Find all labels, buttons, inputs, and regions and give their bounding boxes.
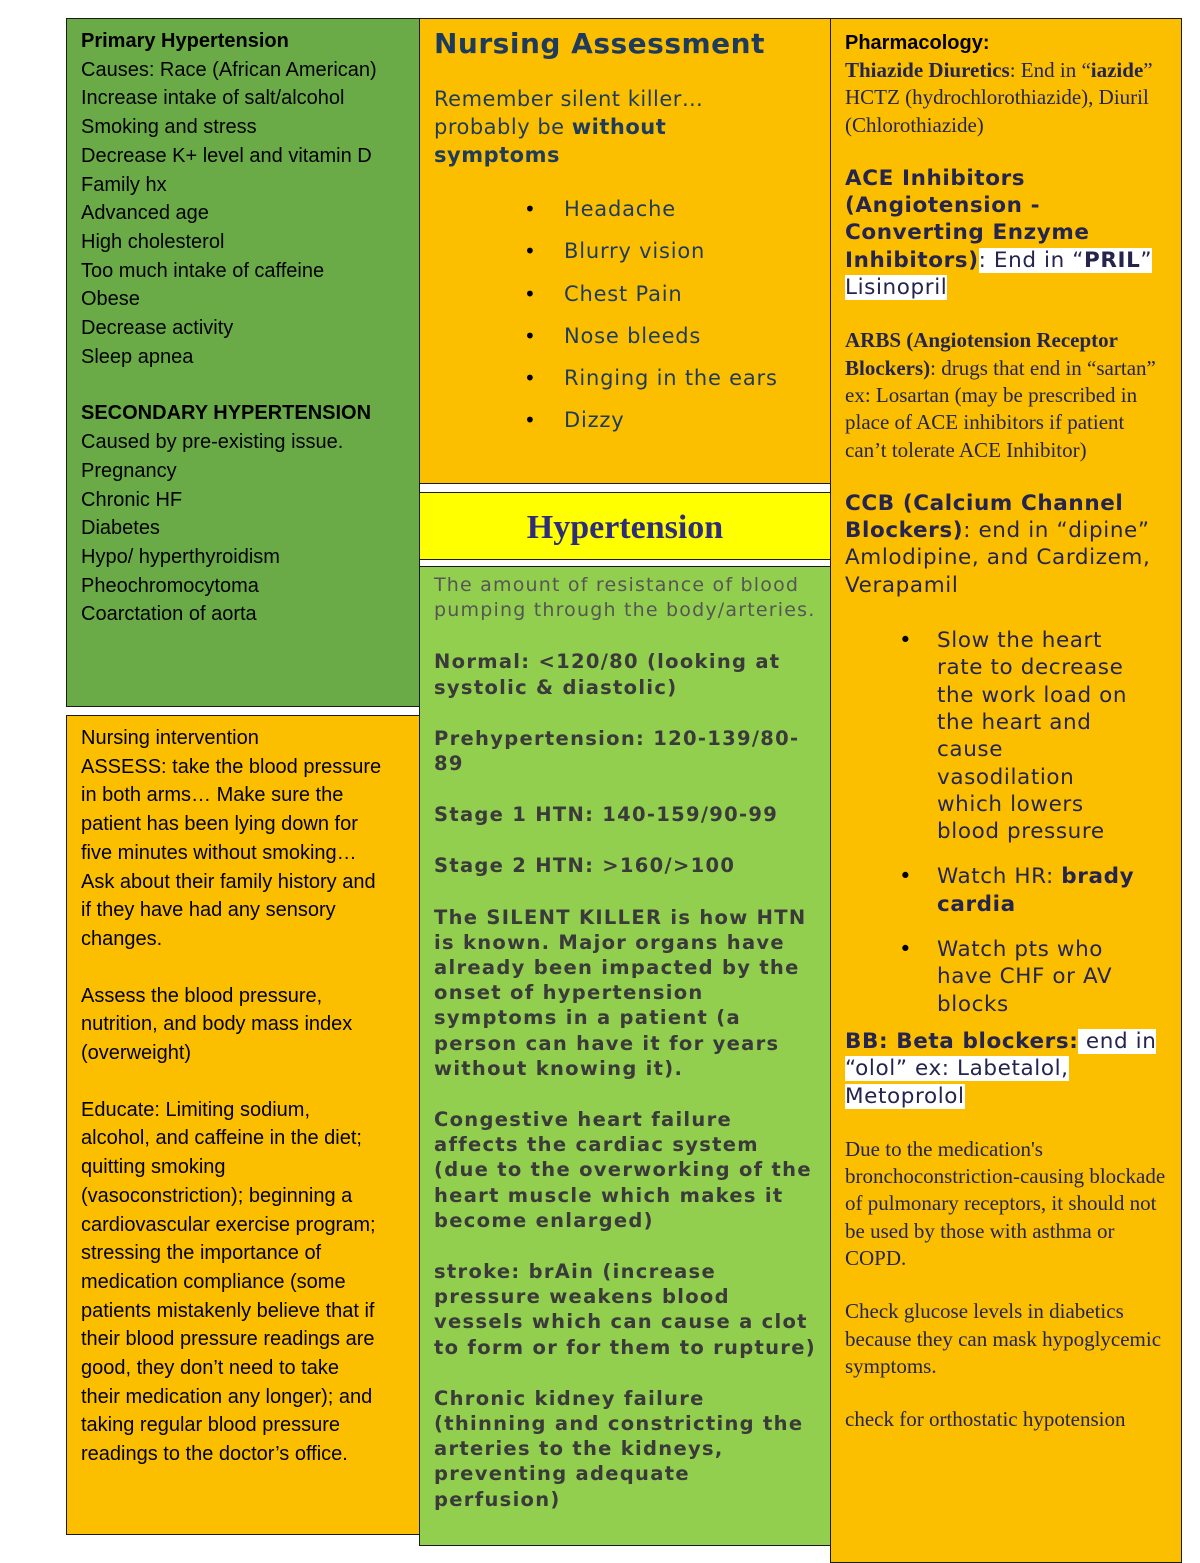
ace-drug: Lisinopril <box>845 275 948 301</box>
nursing-intervention-text <box>81 724 411 1469</box>
thiazide-text: : End in “ <box>1009 58 1091 82</box>
silent-killer-text: The SILENT KILLER is how HTN is known. Major organs have already been impacted by the onset of hypertension symptoms in a patient (a person can have it for years without knowing it). <box>434 905 807 1080</box>
pharmacology-text <box>845 29 1171 1433</box>
bp-prehypertension: Prehypertension: 120-139/80-89 <box>434 726 800 776</box>
secondary-line: Caused by pre-existing issue. <box>81 431 344 454</box>
ckd-text: Chronic kidney failure (thinning and constricting the arteries to the kidneys, preventing adequate perfusion) <box>434 1386 804 1511</box>
primary-line: Too much intake of caffeine <box>81 259 325 282</box>
primary-line: Decrease K+ level and vitamin D <box>81 144 372 167</box>
pharm-title: Pharmacology: <box>845 32 990 54</box>
chf-text: Congestive heart failure affects the cardiac system (due to the overworking of the heart muscle which makes it become enlarged) <box>434 1108 812 1232</box>
primary-line: Obese <box>81 288 140 311</box>
ccb-block <box>845 490 1171 599</box>
educate-line: medication compliance (some <box>81 1270 346 1293</box>
secondary-line: Hypo/ hyperthyroidism <box>81 545 280 568</box>
thiazide-block <box>845 57 1171 139</box>
intervention-line: ASSESS: take the blood pressure <box>81 755 382 778</box>
educate-line: stressing the importance of <box>81 1242 322 1265</box>
symptom-item: • Chest Pain <box>524 280 778 322</box>
arbs-block <box>845 327 1171 463</box>
secondary-line: Pregnancy <box>81 459 177 482</box>
orthostatic-note: check for orthostatic hypotension <box>845 1407 1126 1432</box>
intervention-line: patient has been lying down for <box>81 813 358 836</box>
primary-line: Sleep apnea <box>81 345 194 368</box>
bb-block <box>845 1028 1171 1110</box>
primary-title: Primary Hypertension <box>81 30 289 52</box>
definition-intro: The amount of resistance of blood pumping through the body/arteries. <box>434 574 816 622</box>
symptom-list <box>524 195 778 449</box>
thiazide-suffix: iazide <box>1090 58 1144 82</box>
ccb-bullet <box>937 863 1147 918</box>
educate-line: patients mistakenly believe that if <box>81 1299 375 1322</box>
primary-line: Decrease activity <box>81 317 234 340</box>
intervention-line: changes. <box>81 927 163 950</box>
educate-line: their medication any longer); and <box>81 1385 373 1408</box>
primary-line: Family hx <box>81 173 167 196</box>
ccb-bullet-list <box>937 627 1147 1018</box>
thiazide-heading: Thiazide Diuretics <box>845 58 1010 82</box>
intervention-line: if they have had any sensory <box>81 899 336 922</box>
assessment-title: Nursing Assessment <box>434 27 765 60</box>
ace-text: : End in “ <box>978 247 1084 273</box>
primary-hypertension-panel <box>66 18 420 707</box>
ccb-bullet-bold: bradycardia <box>937 864 1135 917</box>
definition-panel <box>419 566 831 1546</box>
symptom-item: • Dizzy <box>524 406 778 448</box>
secondary-title: SECONDARY HYPERTENSION <box>81 402 372 425</box>
educate-line: cardiovascular exercise program; <box>81 1213 376 1236</box>
primary-line: Smoking and stress <box>81 116 257 139</box>
bb-text: end in “olol” ex: Labetalol, Metoprolol <box>845 1028 1157 1109</box>
primary-hypertension-text <box>81 27 411 629</box>
assess-line: nutrition, and body mass index <box>81 1013 353 1036</box>
educate-line: (vasoconstriction); beginning a <box>81 1184 353 1207</box>
symptom-item: • Headache <box>524 195 778 237</box>
bp-stage2: Stage 2 HTN: >160/>100 <box>434 854 736 878</box>
assessment-intro-text: Remember silent killer… probably be <box>434 87 704 139</box>
pharmacology-panel <box>830 18 1182 1563</box>
ccb-text: : end in “dipine” Amlodipine, and Cardizem, Verapamil <box>845 518 1151 598</box>
hypertension-title: Hypertension <box>526 509 724 546</box>
educate-line: good, they don’t need to take <box>81 1357 339 1380</box>
bp-stage1: Stage 1 HTN: 140-159/90-99 <box>434 803 779 827</box>
ccb-heading: CCB (Calcium Channel Blockers) <box>845 490 1124 544</box>
secondary-line: Diabetes <box>81 517 160 540</box>
assessment-intro <box>434 85 764 169</box>
symptom-item: • Ringing in the ears <box>524 364 778 406</box>
ace-block <box>845 165 1171 301</box>
arbs-heading: ARBS (Angiotension Receptor Blockers) <box>845 328 1118 380</box>
educate-line: their blood pressure readings are <box>81 1328 375 1351</box>
bp-normal: Normal: <120/80 (looking at systolic & diastolic) <box>434 650 781 699</box>
primary-line: Causes: Race (African American) <box>81 58 377 81</box>
intervention-line: Nursing intervention <box>81 727 259 749</box>
symptom-item: • Nose bleeds <box>524 322 778 364</box>
intervention-line: five minutes without smoking… <box>81 841 357 864</box>
educate-line: quitting smoking <box>81 1156 226 1179</box>
primary-line: Increase intake of salt/alcohol <box>81 87 345 110</box>
secondary-line: Pheochromocytoma <box>81 574 259 597</box>
nursing-intervention-panel <box>66 715 420 1535</box>
hypertension-banner <box>419 492 831 560</box>
educate-line: readings to the doctor’s office. <box>81 1443 348 1466</box>
educate-line: taking regular blood pressure <box>81 1414 341 1437</box>
secondary-line: Coarctation of aorta <box>81 603 257 626</box>
primary-line: Advanced age <box>81 202 209 225</box>
ccb-bullet-text: Watch HR: <box>937 864 1062 890</box>
intervention-line: in both arms… Make sure the <box>81 784 344 807</box>
ace-suffix: PRIL <box>1083 247 1141 273</box>
secondary-line: Chronic HF <box>81 488 183 511</box>
nursing-assessment-panel <box>419 18 831 484</box>
ace-quote: ” <box>1140 247 1153 273</box>
assess-line: Assess the blood pressure, <box>81 984 323 1007</box>
intervention-line: Ask about their family history and <box>81 870 376 893</box>
primary-line: High cholesterol <box>81 230 225 253</box>
arbs-text: : drugs that end in “sartan” ex: Losartan (may be prescribed in place of ACE inhibitors if patient can’t tolerate ACE Inhibitor) <box>845 355 1156 462</box>
thiazide-drugs: ” HCTZ (hydrochlorothiazide), Diuril (Chlorothiazide) <box>845 58 1153 137</box>
stroke-text: stroke: brAin (increase pressure weakens blood vessels which can cause a clot to form or for them to rupture) <box>434 1260 816 1359</box>
definition-text <box>434 573 820 1512</box>
assessment-intro-bold: without symptoms <box>434 115 667 167</box>
bb-note: Due to the medication's bronchoconstriction-causing blockade of pulmonary receptors, it should not be used by those with asthma or COPD. <box>845 1136 1166 1270</box>
glucose-note: Check glucose levels in diabetics because they can mask hypoglycemic symptoms. <box>845 1299 1162 1378</box>
ace-heading: ACE Inhibitors (Angiotension -Converting Enzyme Inhibitors) <box>845 165 1090 273</box>
symptom-item: • Blurry vision <box>524 237 778 279</box>
educate-line: alcohol, and caffeine in the diet; <box>81 1127 362 1150</box>
bb-heading: BB: Beta blockers: <box>845 1028 1079 1054</box>
educate-line: Educate: Limiting sodium, <box>81 1098 311 1121</box>
ccb-bullet: • Slow the heart rate to decrease the work load on the heart and cause vasodilation which lowers blood pressure <box>937 627 1147 845</box>
ccb-bullet: • Watch pts who have CHF or AV blocks <box>937 936 1147 1018</box>
assess-line: (overweight) <box>81 1042 192 1065</box>
